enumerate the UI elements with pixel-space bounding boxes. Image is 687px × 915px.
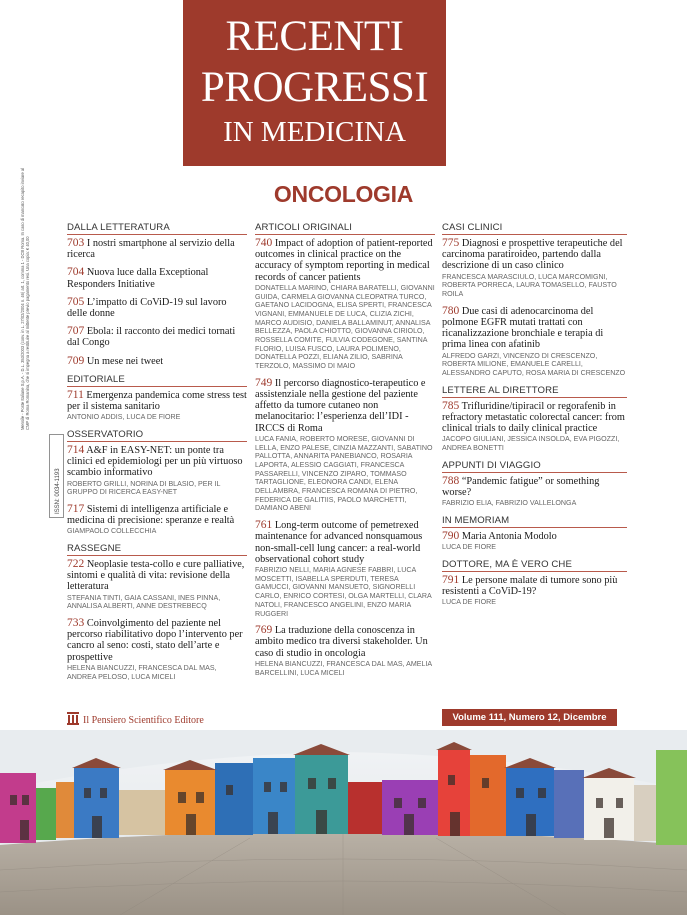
toc-article-title: Emergenza pandemica come stress test per il sistema sanitario [67, 389, 247, 413]
toc-page-number: 705 [67, 295, 85, 308]
toc-entry[interactable] [67, 504, 247, 536]
toc-article-title: Un mese nei tweet [86, 355, 164, 367]
toc-page-number: 703 [67, 237, 85, 249]
toc-authors: LUCA DE FIORE [442, 598, 497, 607]
toc-authors: GIAMPAOLO COLLECCHIA [67, 527, 157, 536]
toc-entry[interactable] [442, 306, 627, 378]
toc-entry[interactable] [255, 378, 435, 513]
toc-section-heading: ARTICOLI ORIGINALI [255, 222, 435, 235]
toc-article-title: Maria Antonia Modolo [461, 530, 557, 542]
toc-authors: ALFREDO GARZI, VINCENZO DI CRESCENZO, ROBERTA MILIONE, EMANUELE CARELLI, ALESSANDRO CAPUTO, ROSA MARIA DI CRESCENZO [442, 351, 626, 377]
toc-entry[interactable] [67, 267, 247, 289]
toc-entry[interactable] [442, 401, 627, 453]
toc-page-number: 704 [67, 266, 85, 279]
toc-column-2 [255, 222, 435, 684]
volume-badge: Volume 111, Numero 12, Dicembre [442, 709, 617, 726]
toc-section-heading: LETTERE AL DIRETTORE [442, 385, 627, 398]
toc-entry[interactable] [442, 575, 627, 607]
toc-article-title: Le persone malate di tumore sono più resistenti a CoViD-19? [442, 574, 618, 597]
toc-article-title: Nuova luce dalla Exceptional Responders Initiative [67, 267, 209, 290]
toc-section [442, 385, 627, 453]
toc-page-number: 709 [67, 354, 85, 367]
toc-page-number: 785 [442, 399, 460, 412]
toc-authors: DONATELLA MARINO, CHIARA BARATELLI, GIOVANNI GUIDA, CARMELA GIOVANNA CLEOPATRA TURCO, GAETANO LACIDOGNA, ELISA SPERTI, FRANCESCA VIGNANI, EMMANUELE DE LUCA, CLIZIA ZICHI, MARCO AUDISIO, DANIELA BALLAMINUT, ANNALISA BELLEZZA, PAOLA CHIOTTO, GIOVANNA CIRIOLO, ROSSELLA COMITE, FULVIA CODEGONE, SANTINA FLORIO, LUISA FUSCO, LAURA POLIMENO, DONATELLA POZZI, ELIANA ZILIO, SABRINA TERZOLO, MASSIMO DI MAIO [255, 283, 435, 371]
toc-entry[interactable] [255, 520, 435, 618]
toc-authors: FABRIZIO ELIA, FABRIZIO VALLELONGA [442, 499, 577, 508]
publisher-logo[interactable] [67, 712, 204, 726]
toc-authors: JACOPO GIULIANI, JESSICA INSOLDA, EVA PIGOZZI, ANDREA BONETTI [442, 435, 620, 452]
toc-authors: ANTONIO ADDIS, LUCA DE FIORE [67, 413, 181, 422]
toc-section [442, 460, 627, 508]
toc-article-title: Due casi di adenocarcinoma del polmone EGFR mutati trattati con ricanalizzazione bronchiale e terapia di prima linea con afatinib [442, 305, 604, 351]
toc-authors: STEFANIA TINTI, GAIA CASSANI, INES PINNA, ANNALISA ALBERTI, ANNE DESTREBECQ [67, 593, 221, 611]
postal-notice: Mensile - Poste Italiane S.p.A. - D.L. 353/2003 (conv. in L. 27/02/2004 n. 46) art. 1, comma 1 - DCB Roma. In caso di mancato recapito inviare al CMP di Roma Romanina, che si impegna a restituire al mittente previo pagamento resi. Una copia: € 40,00 [20, 167, 30, 430]
toc-column-3 [442, 222, 627, 614]
masthead [183, 0, 446, 166]
toc-entry[interactable] [442, 238, 627, 299]
toc-article-title: Il percorso diagnostico-terapeutico e assistenziale nella gestione del paziente affetto da tumore cutaneo non melanocitario: l’esperienza dell’IDI - IRCCS di Roma [255, 377, 426, 434]
toc-authors: LUCA FANIA, ROBERTO MORESE, GIOVANNI DI LELLA, ENZO PALESE, CINZIA MAZZANTI, SABATINO PALLOTTA, ANNARITA PANEBIANCO, ROSARIA LAPORTA, ALESSIO CAGGIATI, FRANCESCA PASSARELLI, VINCENZO ZIPARO, TOMMASO TARTAGLIONE, ELEONORA CANDI, ELENA DELLAMBRA, FRANCESCA ROMANA DI PIETRO, FEDERICA DE GALITIIS, PAOLO MARCHETTI, DAMIANO ABENI [255, 434, 433, 513]
toc-section-heading: CASI CLINICI [442, 222, 627, 235]
toc-column-1 [67, 222, 247, 688]
toc-article-title: Sistemi di intelligenza artificiale e medicina di precisione: speranze e realtà [67, 503, 235, 527]
toc-entry[interactable] [67, 326, 247, 348]
toc-page-number: 775 [442, 237, 460, 249]
toc-page-number: 717 [67, 502, 85, 515]
toc-article-title: Impact of adoption of patient-reported outcomes in clinical practice on the accuracy of symptom reporting in medical records of cancer patients [255, 238, 433, 283]
toc-section [442, 515, 627, 552]
toc-article-title: Long-term outcome of pemetrexed maintenance for advanced nonsquamous non-small-cell lung cancer: a real-world observational cohort study [255, 520, 423, 565]
masthead-line-2: PROGRESSI [200, 64, 429, 111]
toc-entry[interactable] [255, 238, 435, 371]
toc-article-title: Trifluridine/tipiracil or regorafenib in refractory metastatic colorectal cancer: from clinical trials to daily clinical practice [442, 400, 625, 435]
toc-article-title: La traduzione della conoscenza in ambito medico tra diversi stakeholder. Un caso di studio in oncologia [255, 625, 428, 659]
toc-section [67, 222, 247, 367]
masthead-line-3: IN MEDICINA [223, 116, 406, 148]
toc-authors: FRANCESCA MARASCIULO, LUCA MARCOMIGNI, ROBERTA PORRECA, LAURA TOMASELLO, FAUSTO ROILA [442, 272, 617, 299]
toc-page-number: 780 [442, 304, 460, 317]
toc-section [67, 429, 247, 536]
toc-page-number: 791 [442, 573, 460, 586]
toc-page-number: 790 [442, 529, 460, 542]
toc-section [442, 559, 627, 607]
toc-section [255, 222, 435, 677]
toc-page-number: 722 [67, 558, 85, 571]
toc-section-heading: APPUNTI DI VIAGGIO [442, 460, 627, 473]
toc-authors: HELENA BIANCUZZI, FRANCESCA DAL MAS, ANDREA PELOSO, LUCA MICELI [67, 663, 217, 681]
toc-article-title: “Pandemic fatigue” or something worse? [442, 475, 600, 498]
toc-page-number: 740 [255, 237, 273, 249]
toc-authors: FABRIZIO NELLI, MARIA AGNESE FABBRI, LUCA MOSCETTI, ISABELLA SPERDUTI, TERESA GAMUCCI, GIOVANNI MANSUETO, SIGNORELLI CARLO, ENRICO CORTESI, OLGA MARTELLI, CLARA NATOLI, FRANCESCO ANGELINI, ENZO MARIA RUGGERI [255, 566, 432, 618]
toc-entry[interactable] [67, 356, 247, 367]
toc-page-number: 749 [255, 376, 273, 389]
toc-page-number: 761 [255, 519, 273, 532]
toc-page-number: 733 [67, 617, 85, 630]
toc-entry[interactable] [67, 559, 247, 611]
toc-section-heading: IN MEMORIAM [442, 515, 627, 528]
toc-page-number: 707 [67, 325, 85, 338]
toc-entry[interactable] [67, 297, 247, 319]
toc-section-heading: OSSERVATORIO [67, 429, 247, 442]
cover-photo-burano-houses [0, 730, 687, 915]
toc-authors: LUCA DE FIORE [442, 542, 497, 551]
toc-entry[interactable] [67, 390, 247, 422]
toc-section [67, 374, 247, 422]
toc-entry[interactable] [67, 238, 247, 260]
publisher-name: Il Pensiero Scientifico Editore [83, 715, 204, 726]
toc-section [442, 222, 627, 378]
toc-page-number: 788 [442, 474, 460, 487]
toc-article-title: A&F in EASY-NET: un ponte tra clinici ed epidemiologi per un più virtuoso scambio informativo [67, 444, 243, 479]
issn-box [49, 434, 64, 518]
toc-entry[interactable] [442, 531, 627, 552]
toc-article-title: Ebola: il racconto dei medici tornati dal Congo [67, 326, 236, 349]
toc-authors: ROBERTO GRILLI, NORINA DI BLASIO, PER IL GRUPPO DI RICERCA EASY-NET [67, 479, 221, 497]
issn-text: ISSN: 0034-1193 [55, 468, 61, 514]
toc-article-title: Neoplasie testa-collo e cure palliative, sintomi e qualità di vita: revisione della letteratura [67, 559, 245, 593]
toc-authors: HELENA BIANCUZZI, FRANCESCA DAL MAS, AMELIA BARCELLINI, LUCA MICELI [255, 659, 432, 677]
toc-section-heading: EDITORIALE [67, 374, 247, 387]
toc-section-heading: DOTTORE, MA È VERO CHE [442, 559, 627, 572]
columns-icon [67, 712, 79, 725]
toc-section-heading: RASSEGNE [67, 543, 247, 556]
toc-article-title: Diagnosi e prospettive terapeutiche del carcinoma paratiroideo, partendo dalla descrizione di un caso clinico [442, 238, 623, 272]
masthead-line-1: RECENTI [225, 13, 404, 60]
toc-article-title: L’impatto di CoViD-19 sul lavoro delle donne [67, 296, 227, 320]
toc-article-title: Coinvolgimento del paziente nel percorso riabilitativo dopo l’intervento per cancro al seno: costi, stato dell’arte e prospettive [67, 618, 243, 663]
toc-section [67, 543, 247, 681]
toc-entry[interactable] [255, 625, 435, 677]
toc-article-title: I nostri smartphone al servizio della ricerca [67, 238, 235, 261]
toc-entry[interactable] [67, 618, 247, 681]
issue-topic-title: ONCOLOGIA [273, 181, 414, 207]
toc-page-number: 714 [67, 443, 85, 456]
toc-page-number: 769 [255, 624, 273, 637]
toc-entry[interactable] [442, 476, 627, 508]
toc-page-number: 711 [67, 388, 84, 401]
toc-entry[interactable] [67, 445, 247, 497]
toc-section-heading: DALLA LETTERATURA [67, 222, 247, 235]
